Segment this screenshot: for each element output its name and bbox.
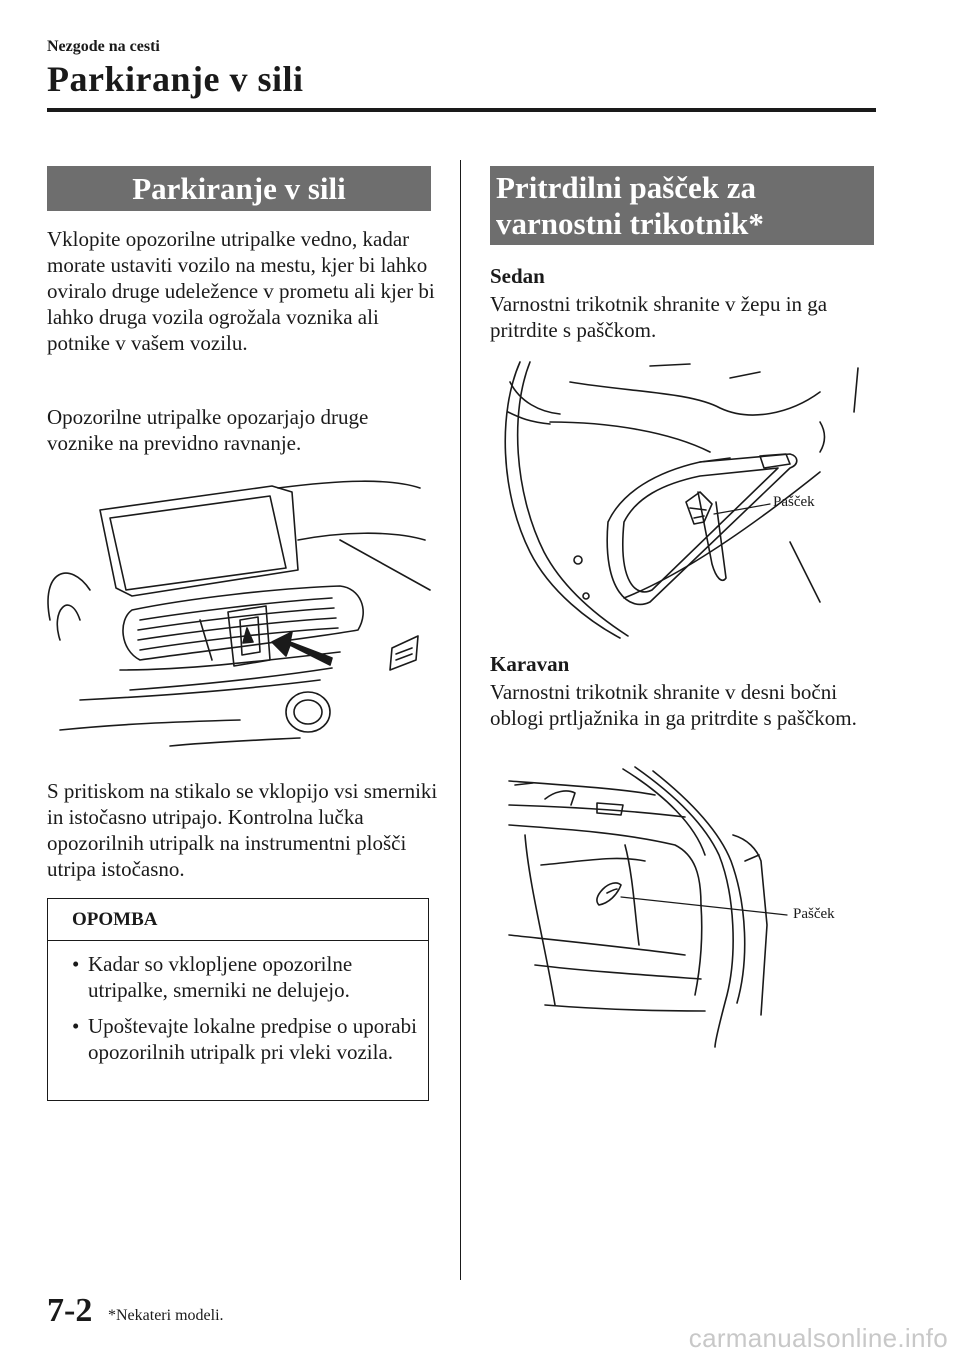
sedan-strap-callout: Pašček xyxy=(773,494,815,510)
sedan-paragraph: Varnostni trikotnik shranite v žepu in ga pritrdite s paščkom. xyxy=(490,292,828,342)
intro-paragraph: Vklopite opozorilne utripalke vedno, kadar morate ustaviti vozilo na mestu, kjer bi lahko oviralo druge udeležence v prometu ali kjer bi lahko druga vozila ogrožala voznika ali potnike v vašem vozilu. xyxy=(47,227,435,355)
note-box xyxy=(47,898,429,1101)
bullet-icon: • xyxy=(72,952,80,976)
note-heading: OPOMBA xyxy=(48,899,428,941)
note-item: • Kadar so vklopljene opozorilne utripalke, smerniki ne delujejo. xyxy=(72,952,353,1002)
bullet-icon: • xyxy=(72,1014,80,1038)
watermark: carmanualsonline.info xyxy=(688,1323,948,1353)
wagon-paragraph: Varnostni trikotnik shranite v desni bočni oblogi prtljažnika in ga pritrdite s paščkom. xyxy=(490,680,857,730)
switch-paragraph: S pritiskom na stikalo se vklopijo vsi smerniki in istočasno utripajo. Kontrolna lučka opozorilnih utripalk na instrumentni plošči utripa istočasno. xyxy=(47,779,438,881)
page-number: 7-2 xyxy=(47,1292,93,1329)
wagon-strap-callout: Pašček xyxy=(793,906,835,922)
sedan-label: Sedan xyxy=(490,264,545,288)
right-section-heading: Pritrdilni pašček za varnostni trikotnik* xyxy=(490,166,874,245)
title-rule xyxy=(47,108,876,112)
footnote: *Nekateri modeli. xyxy=(108,1307,224,1324)
wagon-trunk-illustration xyxy=(505,765,805,1050)
wagon-label: Karavan xyxy=(490,652,570,676)
left-section-heading: Parkiranje v sili xyxy=(47,166,431,211)
section-label: Nezgode na cesti xyxy=(47,38,160,55)
warning-paragraph: Opozorilne utripalke opozarjajo druge voznike na previdno ravnanje. xyxy=(47,405,369,455)
note-item: • Upoštevajte lokalne predpise o uporabi opozorilnih utripalk pri vleki vozila. xyxy=(72,1014,417,1064)
hazard-switch-illustration xyxy=(40,470,440,760)
page-title: Parkiranje v sili xyxy=(47,59,304,99)
column-divider xyxy=(460,160,461,1280)
